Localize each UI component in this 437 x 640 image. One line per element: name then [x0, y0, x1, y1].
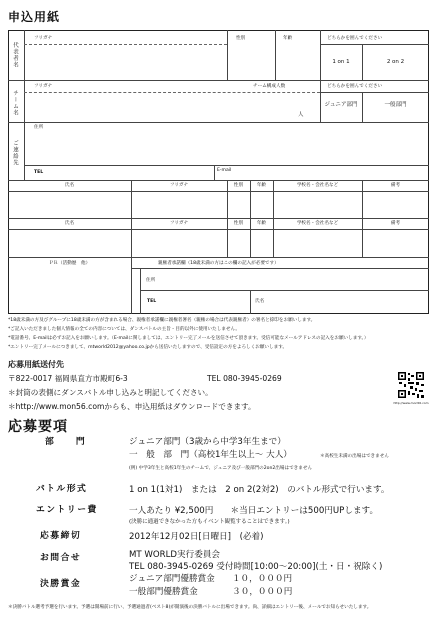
qr-caption: http://www.mon56.com	[393, 401, 429, 405]
guardian-header: 親権者承諾欄（18歳未満の方はこの欄の記入が必要です）	[158, 261, 279, 266]
guide-category-general: 一 般 部 門（高校1年生以上〜 大人）	[129, 450, 292, 460]
guide-battle-format: 1 on 1(1対1) または 2 on 2(2対2) のバトル形式で行います。	[129, 485, 390, 495]
guide-fee-amount: 一人あたり ¥2,500円 ＊当日エントリーは500円UPします。	[129, 506, 379, 516]
send-note-download[interactable]: ＊http://www.mon56.comからも、申込用紙はダウンロードできます。	[8, 402, 256, 411]
guide-label-fee: エントリー費	[36, 505, 98, 515]
guide-category-side-note: ＊高校生未満の出場はできません	[320, 454, 389, 459]
member2-gender-label: 性別	[233, 221, 244, 226]
guide-fee-note: (決勝に通過できなかった方もイベント観覧することはできます。)	[129, 519, 290, 525]
email-field[interactable]	[240, 166, 425, 179]
member1-name-label: 氏名	[64, 183, 75, 188]
team-name-field[interactable]	[28, 95, 318, 119]
member2-furigana-label: フリガナ	[169, 221, 189, 226]
email-label: E-mail	[217, 168, 232, 173]
send-heading: 応募用紙送付先	[8, 360, 64, 369]
team-members-unit: 人	[298, 112, 304, 118]
rep-age-label: 年齢	[283, 36, 293, 41]
member1-gender-label: 性別	[233, 183, 244, 188]
rep-choose-label: どちらかを囲んでください	[327, 36, 383, 41]
tel-field[interactable]	[48, 166, 208, 179]
guide-label-category: 部 門	[45, 437, 87, 447]
team-label: チーム名	[12, 90, 18, 116]
guardian-address-label: 住所	[146, 278, 156, 283]
guide-prize-junior: ジュニア部門優勝賞金 １０，０００円	[129, 574, 293, 584]
guardian-name-label: 氏名	[255, 299, 265, 304]
qr-code-icon	[397, 371, 425, 399]
member1-name-field[interactable]	[10, 193, 129, 215]
send-note-envelope: ＊封筒の表側にダンスバトル申し込みと明記してください。	[8, 388, 213, 397]
note-3: *電話番号、E-mailは必ずお記入をお願いします。（E-mailに関しましては、エントリー完了メールを送信させて頂きます。受信可能なメールアドレスの記入をお願いします。）	[8, 336, 369, 341]
team-members-label: チーム構成人数	[253, 84, 286, 89]
send-tel: TEL 080-3945-0269	[207, 374, 282, 383]
guide-label-battle: バトル形式	[36, 484, 88, 494]
guide-category-junior: ジュニア部門（3歳から中学3年生まで）	[129, 437, 286, 447]
guide-contact-tel: TEL 080-3945-0269 受付時間[10:00〜20:00](土・日・祝除く)	[129, 562, 383, 572]
guide-deadline: 2012年12月02日[日曜日] (必着)	[129, 532, 264, 542]
member1-furigana-label: フリガナ	[169, 183, 189, 188]
rep-option-1on1[interactable]: 1 on 1	[332, 59, 350, 65]
team-choose-label: どちらかを囲んでください	[327, 84, 383, 89]
rep-furigana-label: フリガナ	[34, 36, 53, 41]
rep-option-2on2[interactable]: 2 on 2	[386, 59, 405, 65]
address-label: 住所	[34, 125, 44, 130]
guide-contact-org: MT WORLD実行委員会	[129, 550, 221, 560]
guide-category-example: (例) 中学3年生と高校1年生のチームで、ジュニア及び一般部門の2on2出場はできません	[129, 466, 313, 471]
member2-name-label: 氏名	[64, 221, 75, 226]
guardian-name-field[interactable]	[270, 292, 425, 312]
send-address: 〒822-0017 福岡県直方市殿町6-3	[8, 374, 128, 383]
contact-label: ご連絡先	[12, 140, 18, 166]
member2-name-field[interactable]	[10, 231, 129, 255]
guardian-address-field[interactable]	[160, 272, 425, 288]
pr-label: ＰＲ（活動歴 他）	[48, 261, 91, 266]
member2-age-label: 年齢	[256, 221, 267, 226]
member2-school-label: 学校名・会社名など	[296, 221, 339, 226]
guide-footnote: ＊決勝バトル選考予選を行います。予選は開場前に行い、予選通過者(ベスト8)が開演後の決勝バトルに出場できます。尚、詳細はエントリー後、メールでお知らせいたします。	[8, 605, 372, 610]
note-1: *18歳未満の方及びグループに18歳未満の方が含まれる場合、親権者承諾欄に親権者署名（親権の場合は代表親権者）の署名と捺印をお願いします。	[8, 318, 316, 323]
rep-name-field[interactable]	[28, 48, 223, 76]
guardian-tel-label: TEL	[147, 299, 157, 304]
team-furigana-label: フリガナ	[34, 84, 53, 89]
member2-note-label: 備考	[390, 221, 401, 226]
team-option-general[interactable]: 一般部門	[384, 102, 407, 108]
guide-label-contact: お問合せ	[40, 553, 82, 563]
note-4: *エントリー完了メールにつきまして、mtworld2012@yahoo.co.jpから送信いたしますので、受信設定の方をよろしくお願いします。	[8, 345, 288, 350]
address-field[interactable]	[46, 125, 426, 163]
guide-heading: 応募要項	[8, 419, 68, 435]
member1-school-label: 学校名・会社名など	[296, 183, 339, 188]
guide-label-prize: 決勝賞金	[40, 579, 82, 589]
pr-field[interactable]	[10, 270, 129, 312]
form-title: 申込用紙	[8, 10, 61, 24]
rep-label: 代表者名	[12, 42, 18, 68]
member1-age-label: 年齢	[256, 183, 267, 188]
team-option-junior[interactable]: ジュニア部門	[324, 102, 358, 108]
member1-note-label: 備考	[390, 183, 401, 188]
tel-label: TEL	[34, 170, 44, 175]
note-2: *ご記入いただきました個人情報の全ての内容については、ダンスバトルの主旨・目的以外に使用いたしません。	[8, 327, 240, 332]
guardian-tel-field[interactable]	[160, 292, 245, 312]
guide-label-deadline: 応募締切	[40, 531, 82, 541]
rep-gender-label: 性別	[236, 36, 246, 41]
guide-prize-general: 一般部門優勝賞金 ３０，０００円	[129, 587, 293, 597]
